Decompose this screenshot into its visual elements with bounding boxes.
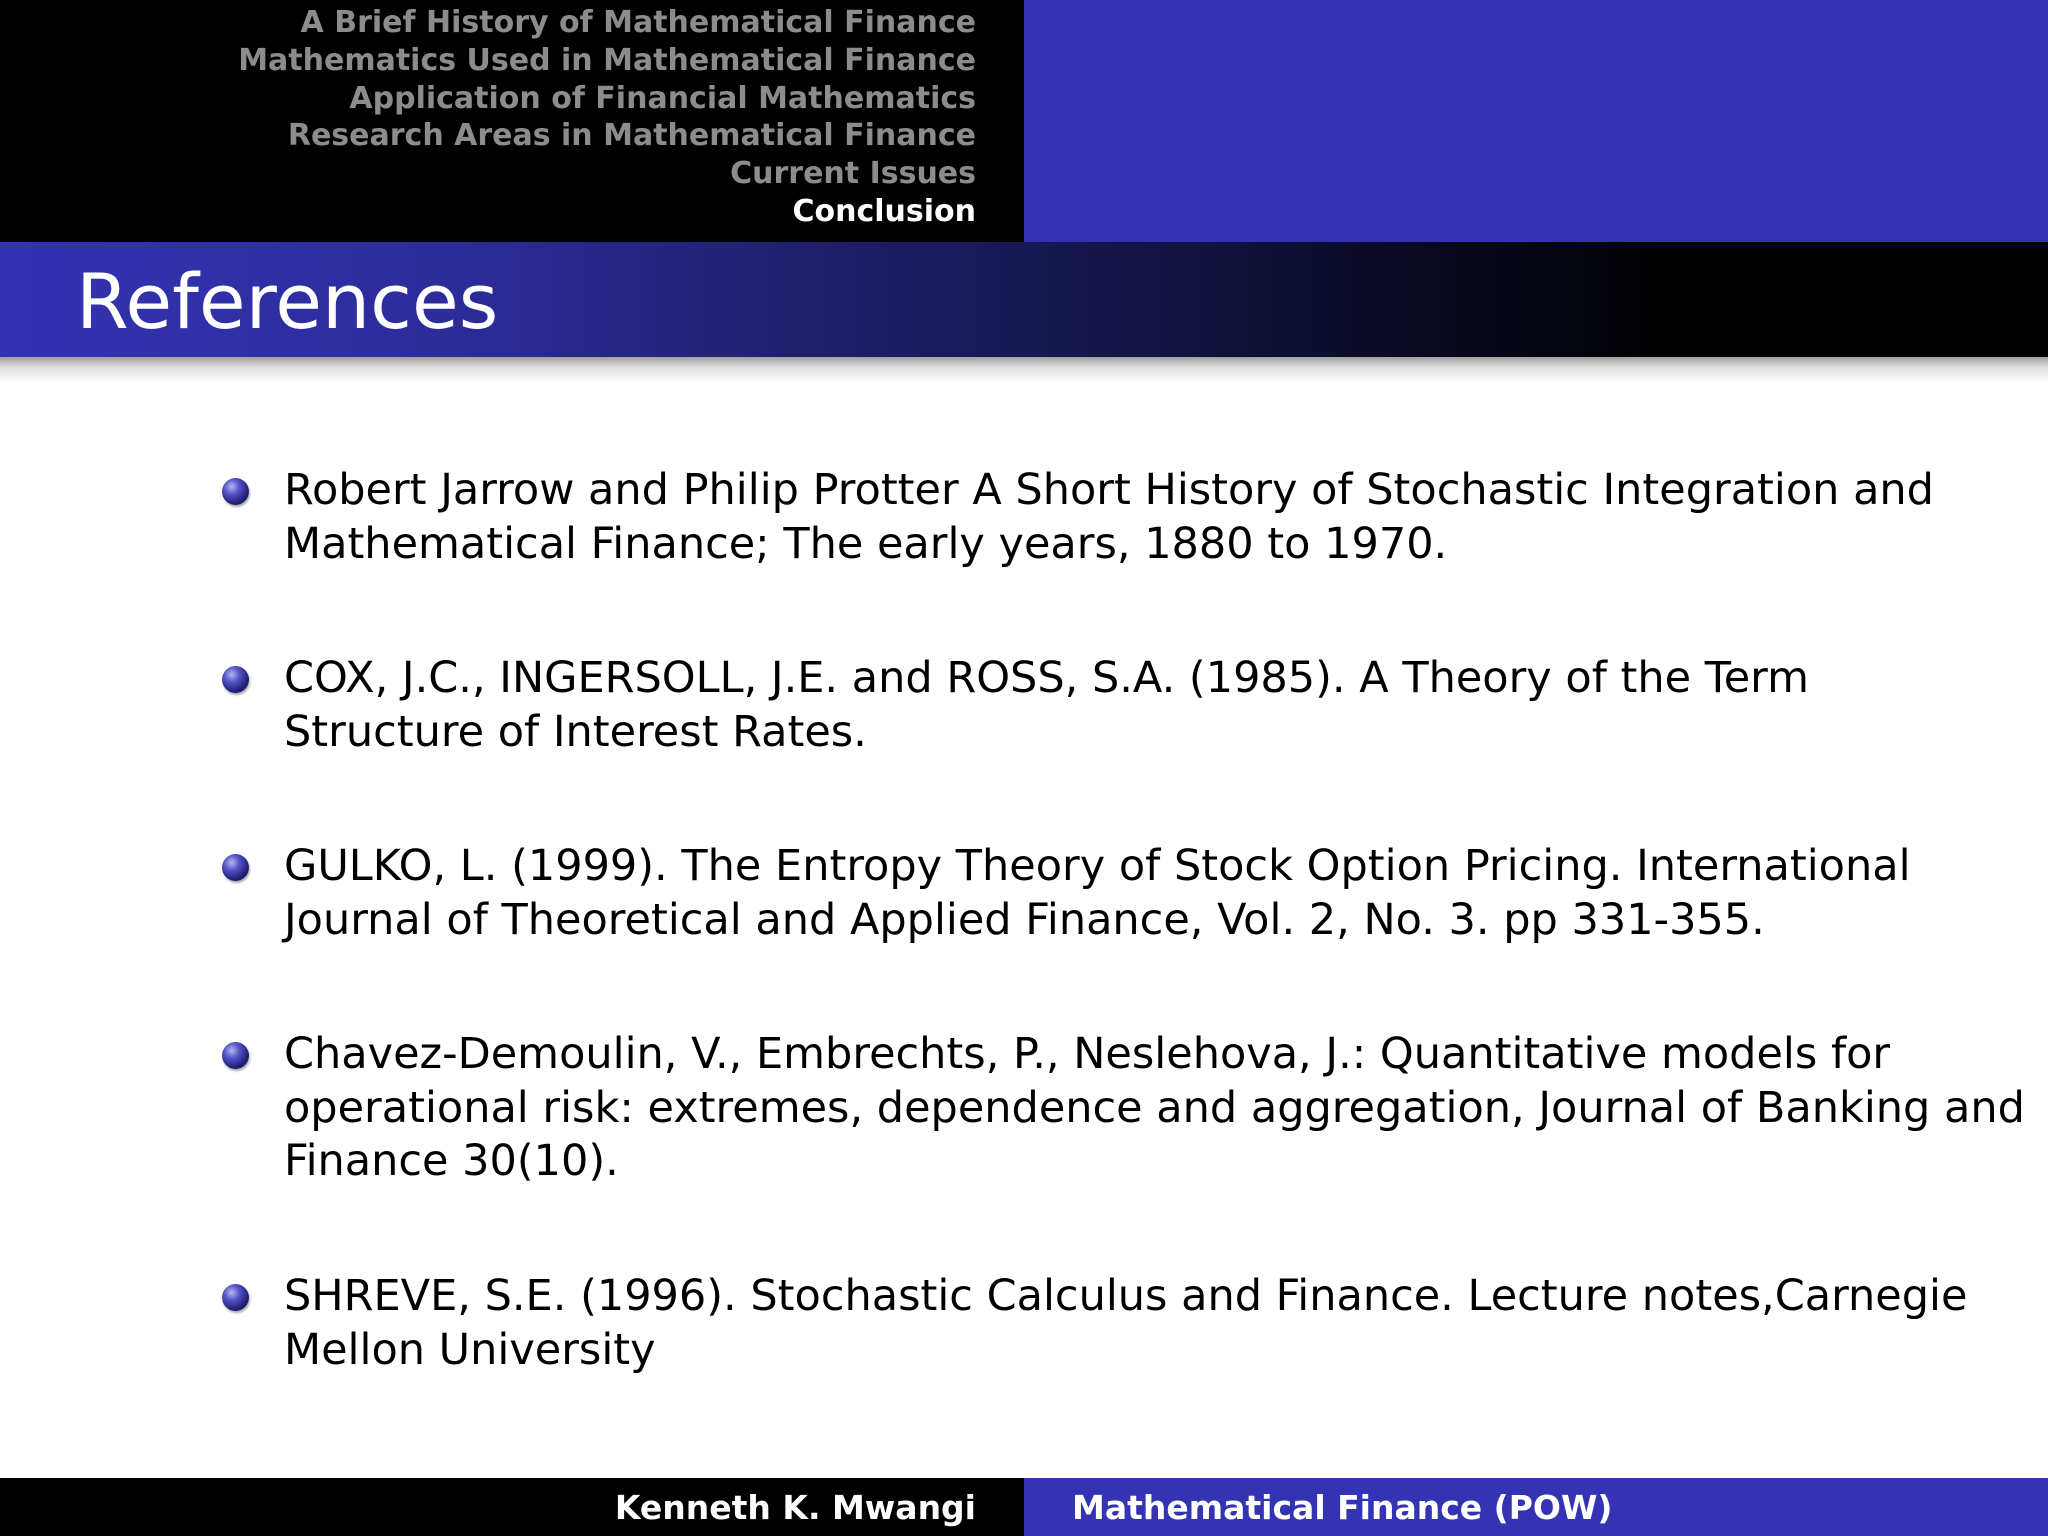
bullet-icon: [222, 1042, 249, 1069]
nav-item-mathematics-used[interactable]: Mathematics Used in Mathematical Finance: [238, 42, 976, 78]
bullet-icon: [222, 478, 249, 505]
footer-author-panel: [0, 1478, 1024, 1536]
reference-text: GULKO, L. (1999). The Entropy Theory of Stock Option Pricing. International Journal of Theoretical and Applied Finance, Vol. 2, No. 3. pp 331-355.: [284, 841, 1911, 945]
footer-title-panel: [1024, 1478, 2048, 1536]
bullet-icon: [222, 854, 249, 881]
nav-item-research-areas[interactable]: Research Areas in Mathematical Finance: [287, 118, 976, 154]
bullet-icon: [222, 666, 249, 693]
nav-item-application[interactable]: Application of Financial Mathematics: [349, 80, 976, 116]
nav-item-history[interactable]: A Brief History of Mathematical Finance: [300, 5, 976, 40]
reference-text: SHREVE, S.E. (1996). Stochastic Calculus and Finance. Lecture notes,Carnegie Mellon University: [284, 1271, 1968, 1375]
reference-text: COX, J.C., INGERSOLL, J.E. and ROSS, S.A. (1985). A Theory of the Term Structure of Interest Rates.: [284, 653, 1809, 757]
page-title: References: [76, 257, 499, 346]
bullet-icon: [222, 1284, 249, 1311]
reference-text: Robert Jarrow and Philip Protter A Short History of Stochastic Integration and Mathematical Finance; The early years, 1880 to 1970.: [284, 465, 1934, 569]
reference-text: Chavez-Demoulin, V., Embrechts, P., Neslehova, J.: Quantitative models for operational risk: extremes, dependence and aggregation, Journal of Banking and Finance 30(10).: [284, 1029, 2025, 1186]
footer-title: Mathematical Finance (POW): [1072, 1488, 1613, 1527]
nav-item-current-issues[interactable]: Current Issues: [730, 156, 976, 192]
footer-author: Kenneth K. Mwangi: [614, 1488, 976, 1527]
nav-item-conclusion[interactable]: Conclusion: [792, 193, 976, 229]
